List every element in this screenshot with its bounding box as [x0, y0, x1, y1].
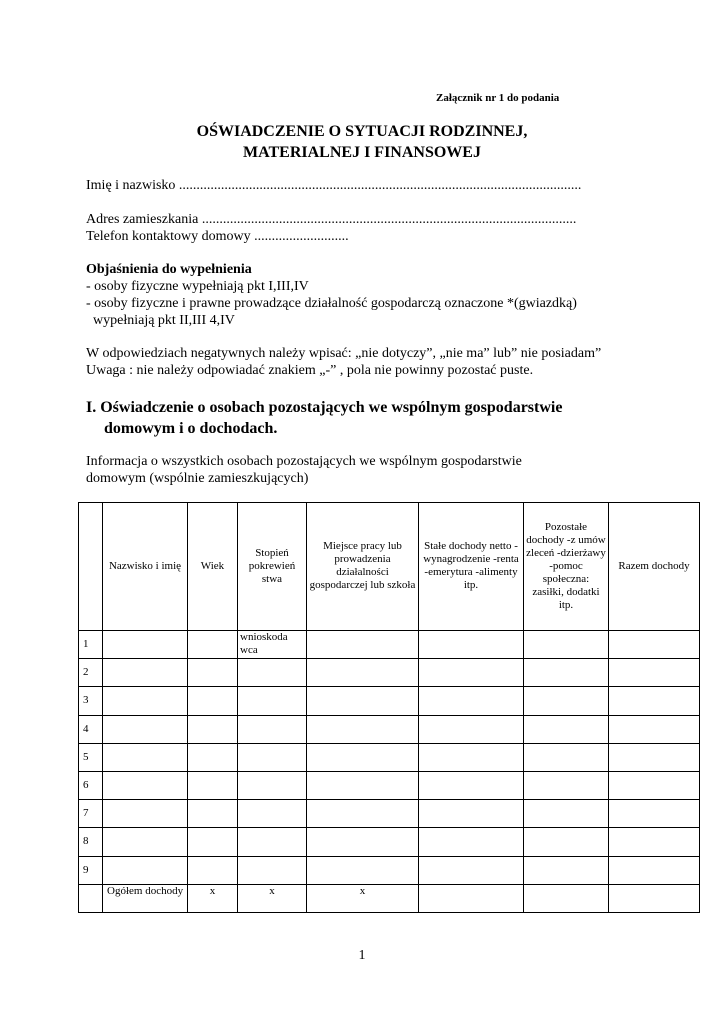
- table-row: [79, 828, 700, 856]
- age-cell[interactable]: [188, 630, 238, 658]
- name-cell[interactable]: [103, 771, 188, 799]
- table-total-row: [79, 884, 700, 912]
- relation-cell: wnioskoda wca: [238, 630, 307, 658]
- workplace-cell[interactable]: [307, 856, 419, 884]
- household-income-table: [78, 502, 700, 913]
- total-income-cell[interactable]: [609, 715, 700, 743]
- workplace-cell[interactable]: [307, 828, 419, 856]
- age-x-mark: x: [188, 884, 238, 912]
- row-number: 5: [79, 743, 103, 771]
- row-number: 3: [79, 687, 103, 715]
- relation-cell[interactable]: [238, 800, 307, 828]
- table-row: [79, 856, 700, 884]
- total-income-cell[interactable]: [609, 630, 700, 658]
- workplace-x-mark: x: [307, 884, 419, 912]
- instruction-item-2: - osoby fizyczne i prawne prowadzące działalność gospodarczą oznaczone *(gwiazdką): [86, 296, 577, 311]
- name-cell[interactable]: [103, 659, 188, 687]
- total-income-cell[interactable]: [609, 800, 700, 828]
- table-row: [79, 743, 700, 771]
- header-workplace: Miejsce pracy lub prowadzenia działalności gospodarczej lub szkoła: [307, 503, 419, 631]
- row-number: 7: [79, 800, 103, 828]
- row-number: 1: [79, 630, 103, 658]
- fixed-income-cell[interactable]: [419, 800, 524, 828]
- table-header-row: [79, 503, 700, 631]
- workplace-cell[interactable]: [307, 659, 419, 687]
- age-cell[interactable]: [188, 856, 238, 884]
- fixed-income-cell[interactable]: [419, 715, 524, 743]
- name-cell[interactable]: [103, 743, 188, 771]
- total-income-cell[interactable]: [609, 659, 700, 687]
- fixed-income-cell[interactable]: [419, 743, 524, 771]
- name-cell[interactable]: [103, 800, 188, 828]
- instruction-item-1: - osoby fizyczne wypełniają pkt I,III,IV: [86, 279, 309, 294]
- relation-cell[interactable]: [238, 828, 307, 856]
- relation-cell[interactable]: [238, 856, 307, 884]
- header-name: Nazwisko i imię: [103, 503, 188, 631]
- header-other-income: Pozostałe dochody -z umów zleceń -dzierżawy -pomoc społeczna: zasiłki, dodatki itp.: [524, 503, 609, 631]
- fixed-income-cell[interactable]: [419, 828, 524, 856]
- other-income-cell[interactable]: [524, 715, 609, 743]
- table-row: [79, 771, 700, 799]
- section1-heading-line2: domowym i o dochodach.: [104, 420, 278, 437]
- total-income-cell[interactable]: [609, 771, 700, 799]
- fixed-income-cell[interactable]: [419, 771, 524, 799]
- fixed-income-cell[interactable]: [419, 856, 524, 884]
- header-fixed-income: Stałe dochody netto -wynagrodzenie -renta -emerytura -alimenty itp.: [419, 503, 524, 631]
- section1-info-line1: Informacja o wszystkich osobach pozostających we wspólnym gospodarstwie: [86, 454, 522, 469]
- workplace-cell[interactable]: [307, 800, 419, 828]
- header-age: Wiek: [188, 503, 238, 631]
- fixed-income-cell[interactable]: [419, 687, 524, 715]
- fixed-income-cell[interactable]: [419, 659, 524, 687]
- relation-cell[interactable]: [238, 659, 307, 687]
- relation-x-mark: x: [238, 884, 307, 912]
- total-income-cell[interactable]: [609, 743, 700, 771]
- row-number: 6: [79, 771, 103, 799]
- note-warning: Uwaga : nie należy odpowiadać znakiem „-” , pola nie powinny pozostać puste.: [86, 363, 534, 378]
- age-cell[interactable]: [188, 771, 238, 799]
- other-income-cell[interactable]: [524, 659, 609, 687]
- total-income-cell[interactable]: [609, 687, 700, 715]
- phone-field-line: Telefon kontaktowy domowy ...........................: [86, 229, 349, 244]
- note-negative-answers: W odpowiedziach negatywnych należy wpisać: „nie dotyczy”, „nie ma” lub” nie posiadam”: [86, 346, 602, 361]
- relation-cell[interactable]: [238, 771, 307, 799]
- workplace-cell[interactable]: [307, 687, 419, 715]
- header-total-income: Razem dochody: [609, 503, 700, 631]
- instruction-item-3: wypełniają pkt II,III 4,IV: [86, 313, 235, 328]
- total-income-cell[interactable]: [609, 828, 700, 856]
- other-income-cell[interactable]: [524, 630, 609, 658]
- table-row: [79, 687, 700, 715]
- document-title-line2: MATERIALNEJ I FINANSOWEJ: [243, 144, 481, 161]
- document-title-line1: OŚWIADCZENIE O SYTUACJI RODZINNEJ,: [196, 123, 528, 140]
- grand-total-cell[interactable]: [609, 884, 700, 912]
- header-lp: [79, 503, 103, 631]
- relation-cell[interactable]: [238, 687, 307, 715]
- section1-heading: [86, 397, 562, 439]
- name-field-line: Imię i nazwisko ...................................................................................................................: [86, 178, 582, 193]
- table-row: [79, 630, 700, 658]
- name-cell[interactable]: [103, 687, 188, 715]
- instructions-heading: Objaśnienia do wypełnienia: [86, 262, 252, 277]
- section1-info-line2: domowym (wspólnie zamieszkujących): [86, 471, 309, 486]
- other-income-cell[interactable]: [524, 800, 609, 828]
- header-relation: Stopień pokrewień stwa: [238, 503, 307, 631]
- workplace-cell[interactable]: [307, 715, 419, 743]
- name-cell[interactable]: [103, 715, 188, 743]
- table-row: [79, 715, 700, 743]
- age-cell[interactable]: [188, 743, 238, 771]
- workplace-cell[interactable]: [307, 743, 419, 771]
- workplace-cell[interactable]: [307, 771, 419, 799]
- row-number: [79, 884, 103, 912]
- annex-label: Załącznik nr 1 do podania: [436, 92, 560, 104]
- row-number: 2: [79, 659, 103, 687]
- table-row: [79, 800, 700, 828]
- other-income-cell[interactable]: [524, 828, 609, 856]
- page-number: 1: [358, 948, 366, 963]
- age-cell[interactable]: [188, 800, 238, 828]
- relation-cell[interactable]: [238, 715, 307, 743]
- row-number: 8: [79, 828, 103, 856]
- age-cell[interactable]: [188, 828, 238, 856]
- other-income-cell[interactable]: [524, 856, 609, 884]
- total-income-cell[interactable]: [609, 856, 700, 884]
- fixed-income-cell[interactable]: [419, 630, 524, 658]
- section1-heading-line1: I. Oświadczenie o osobach pozostających we wspólnym gospodarstwie: [86, 399, 563, 416]
- relation-cell[interactable]: [238, 743, 307, 771]
- other-income-total-cell[interactable]: [524, 884, 609, 912]
- name-cell[interactable]: [103, 828, 188, 856]
- name-cell[interactable]: [103, 856, 188, 884]
- other-income-cell[interactable]: [524, 743, 609, 771]
- table-row: [79, 659, 700, 687]
- total-label: Ogółem dochody: [103, 884, 188, 912]
- workplace-cell[interactable]: [307, 630, 419, 658]
- address-field-line: Adres zamieszkania ...........................................................................................................: [86, 212, 577, 227]
- other-income-cell[interactable]: [524, 771, 609, 799]
- age-cell[interactable]: [188, 715, 238, 743]
- age-cell[interactable]: [188, 687, 238, 715]
- row-number: 4: [79, 715, 103, 743]
- name-cell[interactable]: [103, 630, 188, 658]
- other-income-cell[interactable]: [524, 687, 609, 715]
- fixed-income-total-cell[interactable]: [419, 884, 524, 912]
- row-number: 9: [79, 856, 103, 884]
- age-cell[interactable]: [188, 659, 238, 687]
